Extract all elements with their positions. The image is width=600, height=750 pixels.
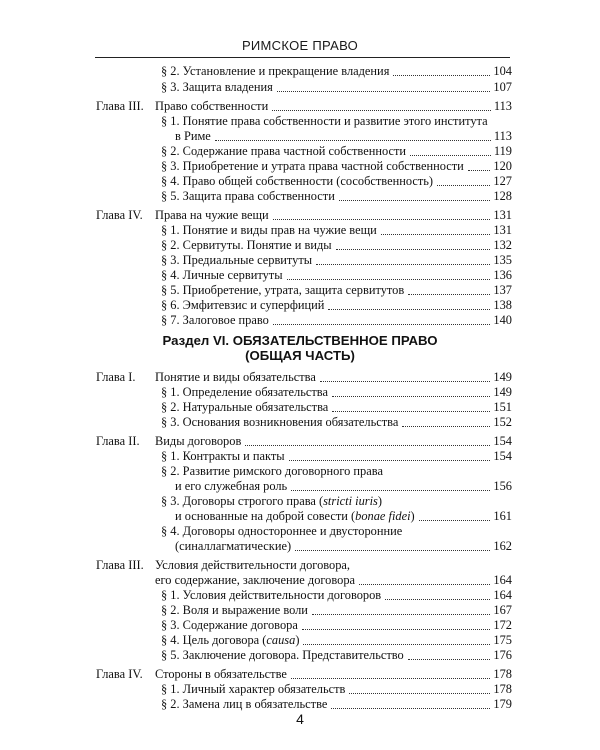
entry-title: Право собственности: [155, 99, 269, 113]
running-header: РИМСКОЕ ПРАВО: [241, 38, 359, 53]
toc-row: [0, 238, 600, 253]
page-number: 135: [493, 253, 512, 267]
toc-entry[interactable]: [161, 253, 512, 268]
page-number: 175: [493, 633, 512, 647]
entry-title: § 1. Понятие права собственности и развитие этого института: [161, 114, 488, 128]
dot-leader: [277, 91, 491, 92]
chapter-label: Глава III.: [96, 99, 144, 113]
toc-entry[interactable]: [161, 464, 512, 479]
page-number: 179: [493, 697, 512, 711]
dot-leader: [316, 264, 490, 265]
toc-entry[interactable]: [175, 479, 512, 494]
dot-leader: [287, 279, 491, 280]
toc-row: [0, 633, 600, 648]
page-number: 156: [493, 479, 512, 493]
dot-leader: [468, 170, 491, 171]
entry-title: § 1. Контракты и пакты: [161, 449, 285, 463]
toc-entry[interactable]: [161, 174, 512, 189]
toc-row: [0, 223, 600, 238]
toc-row: [0, 573, 600, 588]
toc-row: [0, 144, 600, 159]
toc-entry[interactable]: [161, 524, 512, 539]
toc-row: [0, 129, 600, 144]
entry-title: § 3. Содержание договора: [161, 618, 298, 632]
toc-row: [0, 464, 600, 479]
dot-leader: [419, 520, 491, 521]
entry-title: § 4. Цель договора (causa): [161, 633, 300, 647]
entry-title: § 5. Приобретение, утрата, защита сервитутов: [161, 283, 405, 297]
entry-title: и основанные на доброй совести (bonae fidei): [175, 509, 415, 523]
toc-row: [0, 509, 600, 524]
page-number: 149: [493, 370, 512, 384]
dot-leader: [393, 75, 490, 76]
entry-title: § 1. Определение обязательства: [161, 385, 328, 399]
toc-entry[interactable]: [161, 415, 512, 430]
toc-row: [0, 603, 600, 618]
page-number: 149: [493, 385, 512, 399]
page-number: 113: [493, 129, 512, 143]
latin-term: bonae fidei: [355, 509, 411, 523]
toc-entry[interactable]: [161, 697, 512, 712]
dot-leader: [302, 629, 491, 630]
latin-term: stricti iuris: [323, 494, 378, 508]
entry-title: § 5. Защита права собственности: [161, 189, 335, 203]
toc-entry[interactable]: [155, 667, 512, 682]
toc-entry[interactable]: [161, 64, 512, 79]
toc-entry[interactable]: [161, 189, 512, 204]
entry-title: § 2. Замена лиц в обязательстве: [161, 697, 328, 711]
toc-row: [0, 313, 600, 328]
entry-title: Права на чужие вещи: [155, 208, 269, 222]
page-number: 132: [493, 238, 512, 252]
toc-entry[interactable]: [161, 159, 512, 174]
toc-entry[interactable]: [161, 268, 512, 283]
toc-row: [0, 558, 600, 573]
toc-row: [0, 648, 600, 663]
toc-entry[interactable]: [161, 618, 512, 633]
toc-entry[interactable]: [155, 573, 512, 588]
dot-leader: [349, 693, 490, 694]
toc-entry[interactable]: [175, 509, 512, 524]
page-number: 167: [493, 603, 512, 617]
toc-row: [0, 415, 600, 430]
entry-title: § 2. Установление и прекращение владения: [161, 64, 390, 78]
dot-leader: [410, 155, 491, 156]
entry-title: § 5. Заключение договора. Представительство: [161, 648, 404, 662]
dot-leader: [312, 614, 490, 615]
toc-row: [0, 618, 600, 633]
entry-title: Условия действительности договора,: [155, 558, 351, 572]
entry-title: § 1. Понятие и виды прав на чужие вещи: [161, 223, 377, 237]
entry-title: § 1. Условия действительности договоров: [161, 588, 382, 602]
dot-leader: [272, 110, 491, 111]
dot-leader: [437, 185, 490, 186]
page-number: 164: [493, 573, 512, 587]
toc-row: [0, 370, 600, 385]
page-number: 178: [493, 682, 512, 696]
toc-row: [0, 80, 600, 95]
entry-title: § 2. Содержание права частной собственности: [161, 144, 407, 158]
page-number: 152: [493, 415, 512, 429]
toc-row: [0, 268, 600, 283]
header-rule: [95, 57, 510, 58]
entry-title: § 7. Залоговое право: [161, 313, 269, 327]
page-number: 154: [493, 449, 512, 463]
entry-title: § 3. Договоры строгого права (stricti iuris): [161, 494, 382, 508]
dot-leader: [381, 234, 491, 235]
toc-row: [0, 298, 600, 313]
dot-leader: [332, 396, 490, 397]
toc-entry[interactable]: [161, 283, 512, 298]
toc-row: [0, 208, 600, 223]
page-number: 119: [493, 144, 512, 158]
dot-leader: [359, 584, 490, 585]
toc-row: [0, 64, 600, 79]
toc-row: [0, 114, 600, 129]
page-number: 154: [493, 434, 512, 448]
page-number: 128: [493, 189, 512, 203]
toc-entry[interactable]: [155, 99, 512, 114]
entry-title: § 2. Натуральные обязательства: [161, 400, 329, 414]
dot-leader: [408, 294, 490, 295]
toc-row: [0, 667, 600, 682]
latin-term: causa: [266, 633, 296, 647]
dot-leader: [402, 426, 490, 427]
chapter-label: Глава IV.: [96, 208, 143, 222]
toc-entry[interactable]: [161, 633, 512, 648]
toc-row: [0, 400, 600, 415]
chapter-label: Глава IV.: [96, 667, 143, 681]
page-number: 162: [493, 539, 512, 553]
toc-row: [0, 434, 600, 449]
page-number: 107: [493, 80, 512, 94]
dot-leader: [328, 309, 490, 310]
entry-title: § 2. Сервитуты. Понятие и виды: [161, 238, 332, 252]
dot-leader: [336, 249, 491, 250]
toc-row: [0, 682, 600, 697]
section-title: Раздел VI. ОБЯЗАТЕЛЬСТВЕННОЕ ПРАВО: [162, 333, 438, 348]
page-number-footer: 4: [296, 711, 304, 727]
page-number: 164: [493, 588, 512, 602]
toc-entry[interactable]: [161, 682, 512, 697]
toc-row: [0, 697, 600, 712]
toc-row: [0, 588, 600, 603]
dot-leader: [331, 708, 490, 709]
page-number: 131: [493, 223, 512, 237]
entry-title: § 3. Предиальные сервитуты: [161, 253, 313, 267]
entry-title: Стороны в обязательстве: [155, 667, 287, 681]
entry-title: § 3. Защита владения: [161, 80, 273, 94]
entry-title: Понятие и виды обязательства: [155, 370, 316, 384]
toc-entry[interactable]: [161, 80, 512, 95]
toc-row: [0, 449, 600, 464]
entry-title: § 4. Право общей собственности (сособственность): [161, 174, 434, 188]
toc-row: [0, 159, 600, 174]
page-number: 120: [493, 159, 512, 173]
page-number: 104: [493, 64, 512, 78]
dot-leader: [215, 140, 491, 141]
entry-title: § 4. Личные сервитуты: [161, 268, 283, 282]
toc-row: [0, 189, 600, 204]
toc-entry[interactable]: [175, 129, 512, 144]
page-number: 172: [493, 618, 512, 632]
entry-title: в Риме: [175, 129, 211, 143]
page-number: 176: [493, 648, 512, 662]
toc-entry[interactable]: [155, 208, 512, 223]
entry-title: Виды договоров: [155, 434, 242, 448]
entry-title: (синаллагматические): [175, 539, 292, 553]
entry-title: § 3. Основания возникновения обязательства: [161, 415, 399, 429]
toc-entry[interactable]: [155, 558, 512, 573]
toc-row: [0, 174, 600, 189]
entry-title: § 1. Личный характер обязательств: [161, 682, 346, 696]
toc-entry[interactable]: [161, 238, 512, 253]
page-number: 151: [493, 400, 512, 414]
section-subtitle: (ОБЩАЯ ЧАСТЬ): [245, 348, 355, 363]
dot-leader: [289, 460, 491, 461]
chapter-label: Глава III.: [96, 558, 144, 572]
toc-row: [0, 479, 600, 494]
toc-row: [0, 385, 600, 400]
chapter-label: Глава II.: [96, 434, 140, 448]
toc-row: [0, 283, 600, 298]
dot-leader: [332, 411, 490, 412]
entry-title: § 3. Приобретение и утрата права частной собственности: [161, 159, 464, 173]
chapter-label: Глава I.: [96, 370, 136, 384]
toc-row: [0, 494, 600, 509]
dot-leader: [273, 219, 491, 220]
dot-leader: [303, 644, 490, 645]
entry-title: § 2. Воля и выражение воли: [161, 603, 308, 617]
page-number: 131: [493, 208, 512, 222]
page-number: 127: [493, 174, 512, 188]
dot-leader: [339, 200, 491, 201]
toc-entry[interactable]: [161, 223, 512, 238]
dot-leader: [245, 445, 490, 446]
dot-leader: [273, 324, 491, 325]
dot-leader: [295, 550, 490, 551]
toc-row: [0, 524, 600, 539]
page-number: 113: [493, 99, 512, 113]
dot-leader: [291, 490, 490, 491]
page-number: 178: [493, 667, 512, 681]
entry-title: § 6. Эмфитевзис и суперфиций: [161, 298, 325, 312]
toc-row: [0, 253, 600, 268]
toc-entry[interactable]: [161, 114, 512, 129]
toc-entry[interactable]: [161, 385, 512, 400]
dot-leader: [385, 599, 490, 600]
dot-leader: [320, 381, 491, 382]
toc-row: [0, 99, 600, 114]
entry-title: § 4. Договоры одностороннее и двусторонние: [161, 524, 403, 538]
dot-leader: [291, 678, 491, 679]
toc-entry[interactable]: [161, 588, 512, 603]
toc-entry[interactable]: [155, 370, 512, 385]
toc-entry[interactable]: [161, 648, 512, 663]
toc-entry[interactable]: [161, 603, 512, 618]
entry-title: его содержание, заключение договора: [155, 573, 356, 587]
page-number: 136: [493, 268, 512, 282]
page-number: 140: [493, 313, 512, 327]
dot-leader: [408, 659, 491, 660]
entry-title: и его служебная роль: [175, 479, 288, 493]
toc-entry[interactable]: [161, 313, 512, 328]
toc-entry[interactable]: [161, 298, 512, 313]
entry-title: § 2. Развитие римского договорного права: [161, 464, 383, 478]
toc-entry[interactable]: [175, 539, 512, 554]
page-number: 161: [493, 509, 512, 523]
toc-row: [0, 539, 600, 554]
page-number: 138: [493, 298, 512, 312]
toc-entry[interactable]: [155, 434, 512, 449]
toc-entry[interactable]: [161, 494, 512, 509]
toc-entry[interactable]: [161, 400, 512, 415]
page-number: 137: [493, 283, 512, 297]
toc-entry[interactable]: [161, 449, 512, 464]
toc-entry[interactable]: [161, 144, 512, 159]
